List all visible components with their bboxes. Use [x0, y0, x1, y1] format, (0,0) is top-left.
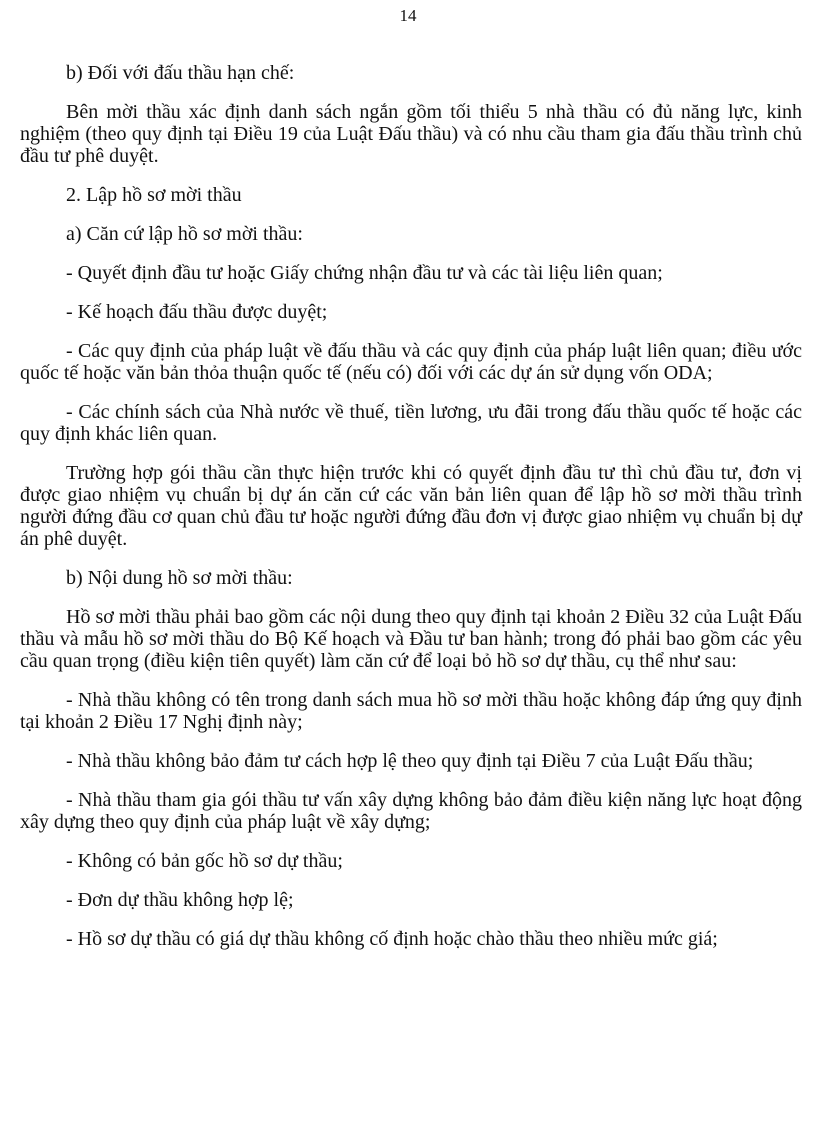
- list-item: - Các quy định của pháp luật về đấu thầu và các quy định của pháp luật liên quan; điều ước quốc tế hoặc văn bản thỏa thuận quốc tế (nếu có) đối với các dự án sử dụng vốn ODA;: [20, 340, 802, 384]
- list-item: - Nhà thầu tham gia gói thầu tư vấn xây dựng không bảo đảm điều kiện năng lực hoạt động xây dựng theo quy định của pháp luật về xây dựng;: [20, 789, 802, 833]
- paragraph-heading-limited-bidding: b) Đối với đấu thầu hạn chế:: [66, 62, 295, 84]
- list-item: - Nhà thầu không bảo đảm tư cách hợp lệ theo quy định tại Điều 7 của Luật Đấu thầu;: [66, 750, 754, 772]
- subsection-heading-basis: a) Căn cứ lập hồ sơ mời thầu:: [66, 223, 303, 245]
- page-number: 14: [399, 6, 417, 25]
- list-item: - Hồ sơ dự thầu có giá dự thầu không cố định hoặc chào thầu theo nhiều mức giá;: [66, 928, 718, 950]
- section-heading-prepare-bidding-docs: 2. Lập hồ sơ mời thầu: [66, 184, 242, 206]
- list-item: - Kế hoạch đấu thầu được duyệt;: [66, 301, 328, 323]
- paragraph: Hồ sơ mời thầu phải bao gồm các nội dung theo quy định tại khoản 2 Điều 32 của Luật Đấu thầu và mẫu hồ sơ mời thầu do Bộ Kế hoạch và Đầu tư ban hành; trong đó phải bao gồm các yêu cầu quan trọng (điều kiện tiên quyết) làm căn cứ để loại bỏ hồ sơ dự thầu, cụ thể như sau:: [20, 606, 802, 672]
- list-item: - Không có bản gốc hồ sơ dự thầu;: [66, 850, 343, 872]
- list-item: - Các chính sách của Nhà nước về thuế, tiền lương, ưu đãi trong đấu thầu quốc tế hoặc các quy định khác liên quan.: [20, 401, 802, 445]
- list-item: - Đơn dự thầu không hợp lệ;: [66, 889, 294, 911]
- paragraph: Trường hợp gói thầu cần thực hiện trước khi có quyết định đầu tư thì chủ đầu tư, đơn vị được giao nhiệm vụ chuẩn bị dự án căn cứ các văn bản liên quan để lập hồ sơ mời thầu trình người đứng đầu cơ quan chủ đầu tư hoặc người đứng đầu đơn vị được giao nhiệm vụ chuẩn bị dự án phê duyệt.: [20, 462, 802, 550]
- document-body: [20, 62, 802, 967]
- paragraph: Bên mời thầu xác định danh sách ngắn gồm tối thiểu 5 nhà thầu có đủ năng lực, kinh nghiệm (theo quy định tại Điều 19 của Luật Đấu thầu) và có nhu cầu tham gia đấu thầu trình chủ đầu tư phê duyệt.: [20, 101, 802, 167]
- list-item: - Nhà thầu không có tên trong danh sách mua hồ sơ mời thầu hoặc không đáp ứng quy định tại khoản 2 Điều 17 Nghị định này;: [20, 689, 802, 733]
- subsection-heading-content: b) Nội dung hồ sơ mời thầu:: [66, 567, 293, 589]
- list-item: - Quyết định đầu tư hoặc Giấy chứng nhận đầu tư và các tài liệu liên quan;: [66, 262, 663, 284]
